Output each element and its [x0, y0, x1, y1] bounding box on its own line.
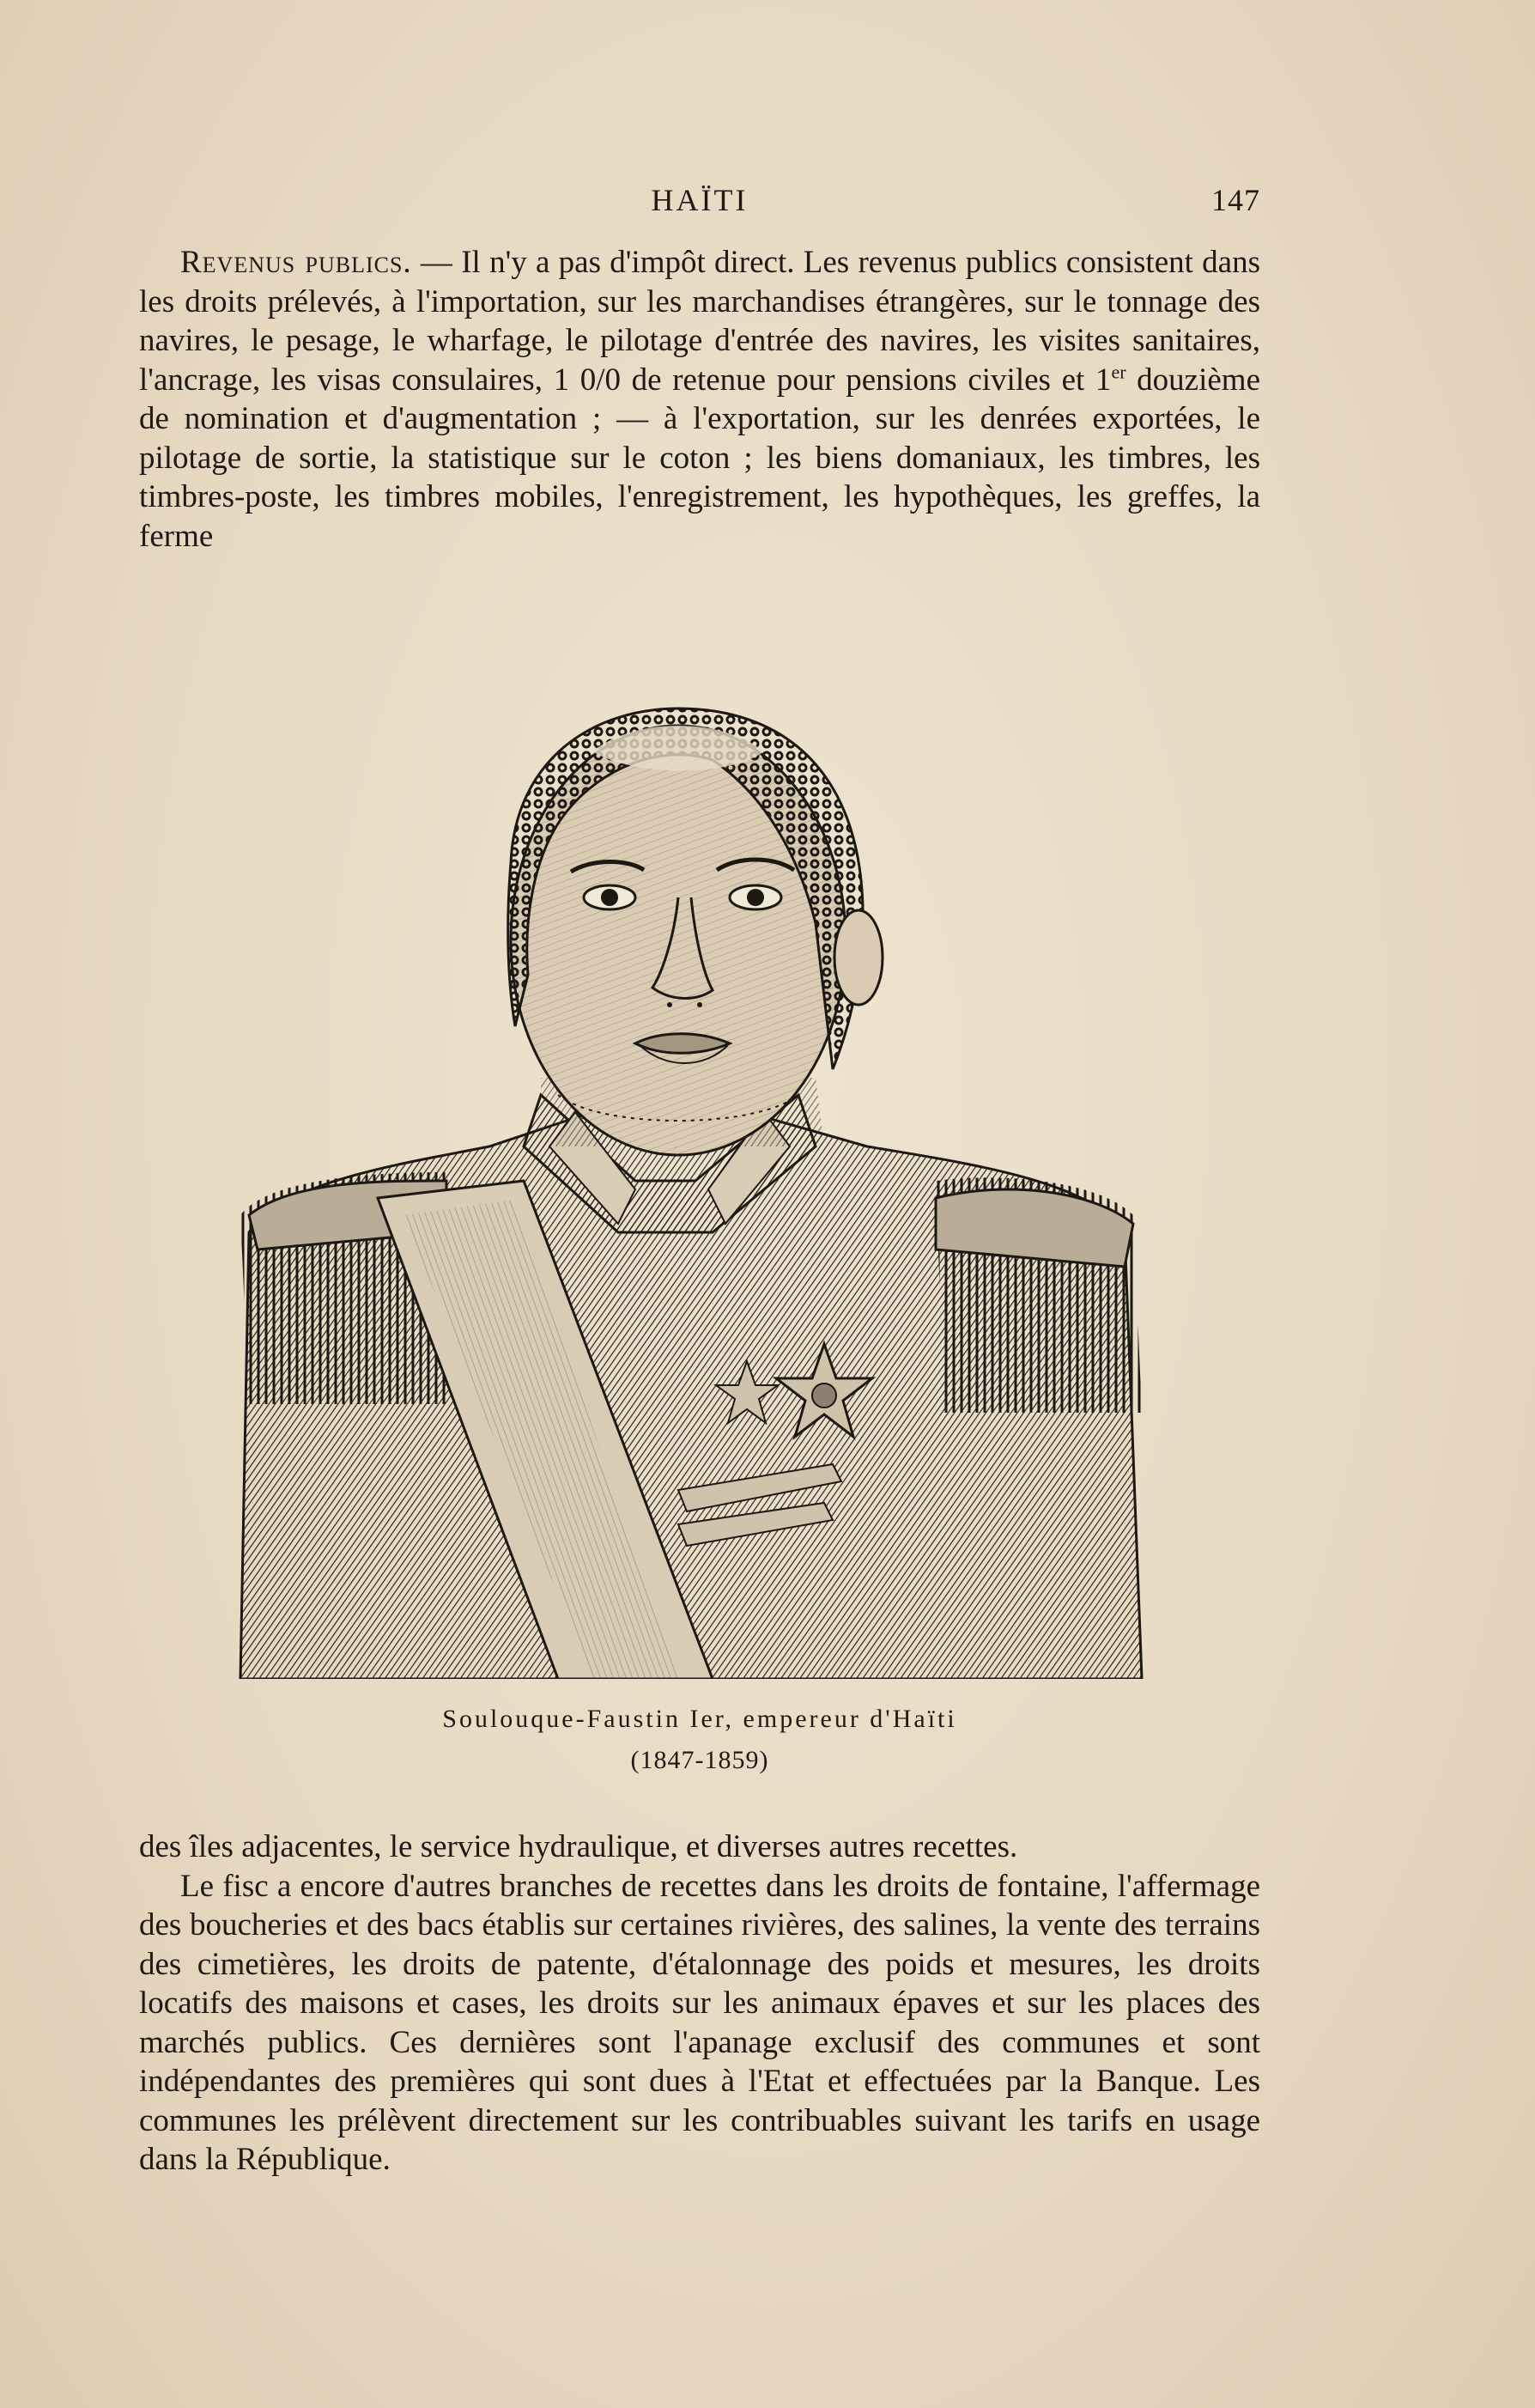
revenus-paragraph — [139, 243, 1260, 556]
figure-caption: Soulouque-Faustin Ier, empereur d'Haïti — [442, 1705, 957, 1733]
paragraph-text-part-2: douzième de nomination et d'augmentation ; — à l'exportation, sur les denrées exportées, le pilotage de sortie, la statistique sur le coton ; les biens domaniaux, les timbres, les timbres-poste, les timbres mobiles, l'enregistrement, les hypothèques, les greffes, la ferme — [139, 362, 1261, 554]
portrait-engraving — [232, 666, 1150, 1679]
page-header — [139, 182, 1260, 225]
page-number: 147 — [1211, 183, 1260, 217]
ordinal-superscript: er — [1111, 361, 1126, 383]
bottom-text-block — [139, 1827, 1260, 2180]
fisc-paragraph: Le fisc a encore d'autres branches de recettes dans les droits de fontaine, l'affermage des boucheries et des bacs établis sur certaines rivières, des salines, la vente des terrains des cimetières, les droits de patente, d'étalonnage des poids et mesures, les droits locatifs des maisons et cases, les droits sur les animaux épaves et sur les places des marchés publics. Ces dernières sont l'apanage exclusif des communes et sont indépendantes des premières qui sont dues à l'Etat et effectuées par la Banque. Les communes les prélèvent directement sur les contribuables suivant les tarifs en usage dans la République. — [139, 1868, 1260, 2177]
paragraph-text-part-1: — Il n'y a pas d'impôt direct. Les revenus publics consistent dans les droits prélevés, à l'importation, sur les marchandises étrangères, sur le tonnage des navires, le pesage, le wharfage, le pilotage d'entrée des navires, les visites sanitaires, l'ancrage, les visas consulaires, 1 0/0 de retenue pour pensions civiles et 1 — [139, 245, 1260, 398]
continuation-line: des îles adjacentes, le service hydraulique, et diverses autres recettes. — [139, 1829, 1018, 1864]
section-heading: Revenus publics. — [180, 245, 412, 280]
figure-caption-dates: (1847-1859) — [630, 1746, 769, 1774]
running-title: HAÏTI — [651, 183, 749, 217]
top-text-block — [139, 243, 1260, 556]
